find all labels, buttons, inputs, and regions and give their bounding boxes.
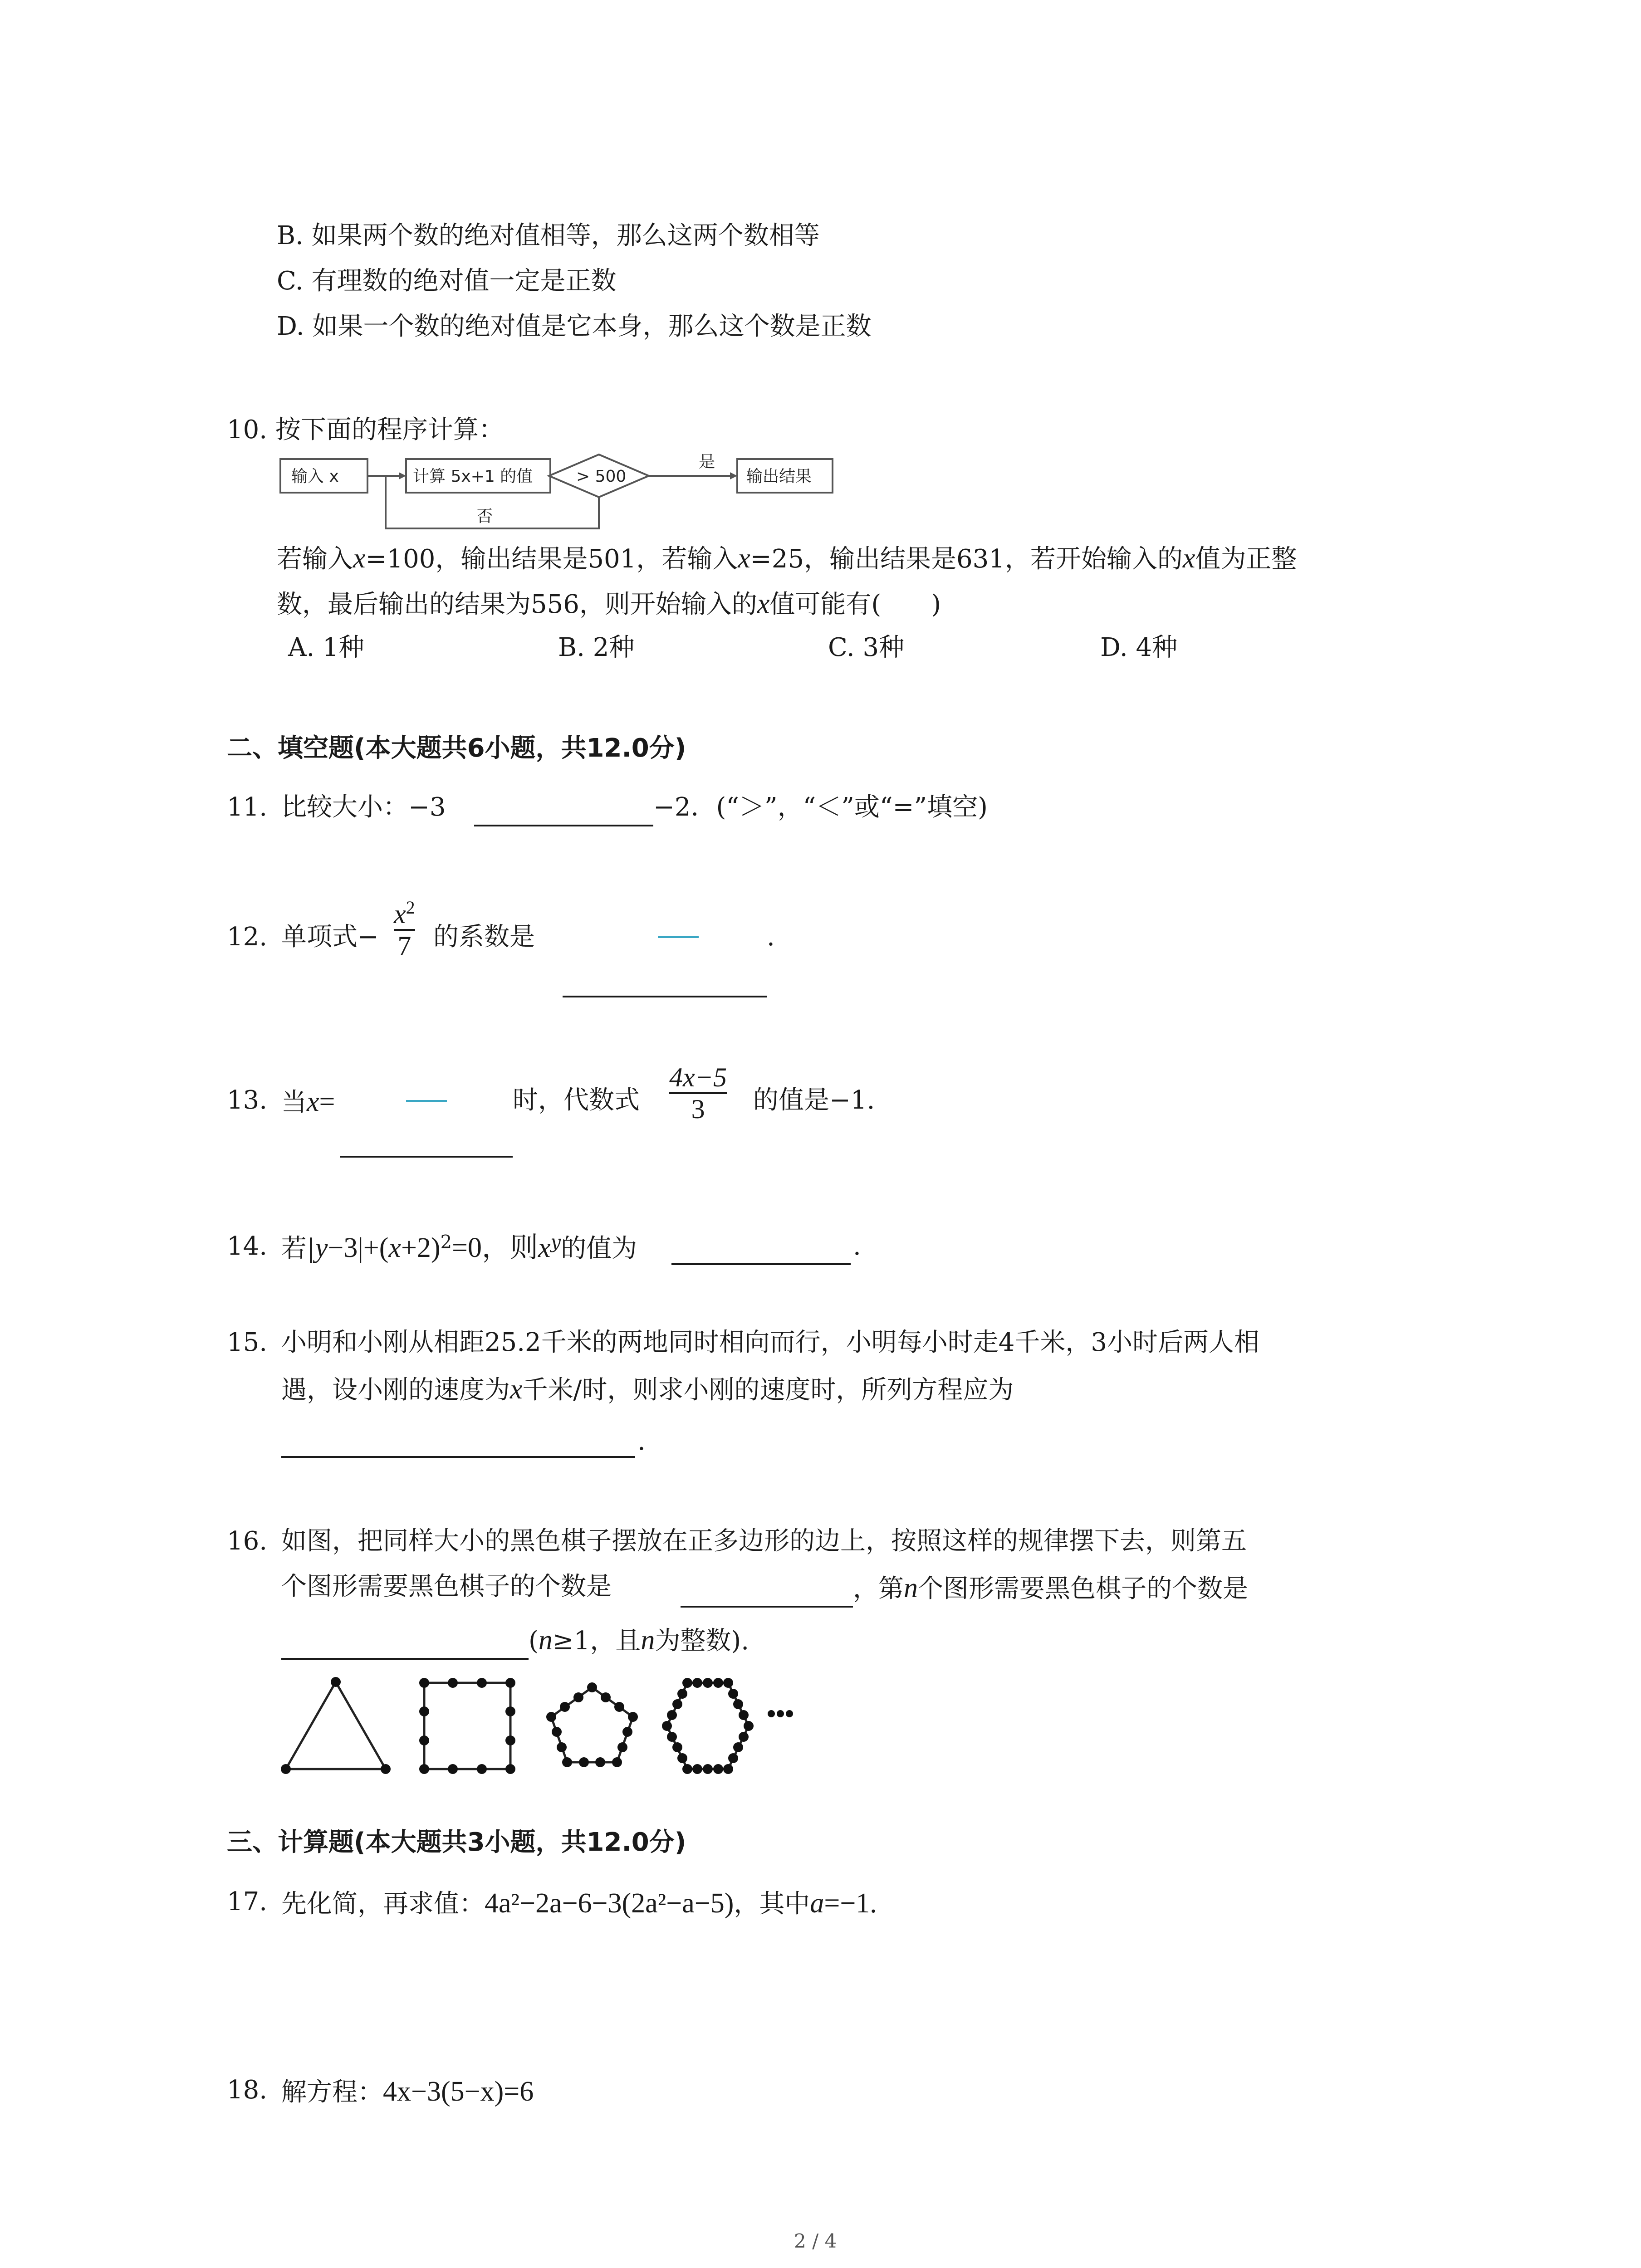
q17-text: 先化简，再求值：4a²−2a−6−3(2a²−a−5)，其中a=−1. xyxy=(281,1888,877,1919)
q10-stem: 10. 按下面的程序计算： xyxy=(227,415,504,445)
q17-expression: 4a²−2a−6−3(2a²−a−5) xyxy=(485,1888,734,1919)
q12-number: 12. xyxy=(227,922,268,952)
q10-option-d: D. 4种 xyxy=(1100,633,1178,662)
q10-option-a: A. 1种 xyxy=(288,633,364,662)
q13-fraction: 4x−5 3 xyxy=(669,1062,727,1124)
q9-option-c: C. 有理数的绝对值一定是正数 xyxy=(277,266,617,296)
q13-text-a: 当x= xyxy=(281,1086,335,1117)
q18-number: 18. xyxy=(227,2075,268,2105)
q10-condition-line1: 若输入x=100，输出结果是501，若输入x=25，输出结果是631，若开始输入的x值为正整 xyxy=(277,543,1297,574)
section-2-title: 二、填空题(本大题共6小题，共12.0分) xyxy=(227,733,686,763)
q16-answer-blank-2[interactable] xyxy=(281,1658,529,1660)
q9-option-d: D. 如果一个数的绝对值是它本身，那么这个数是正数 xyxy=(277,312,872,341)
q12-cyan-dash xyxy=(658,936,699,938)
q9-option-b: B. 如果两个数的绝对值相等，那么这两个数相等 xyxy=(277,221,820,250)
figure-square xyxy=(424,1683,510,1769)
q10-condition-line2: 数，最后输出的结果为556，则开始输入的x值可能有( ) xyxy=(277,588,941,619)
q13-text-d: 的值是−1. xyxy=(753,1085,875,1115)
q12-fraction: $x^2$ 7 xyxy=(394,897,415,961)
q16-line3: (n≥1，且n为整数). xyxy=(529,1625,749,1656)
ellipsis-dots xyxy=(768,1710,793,1717)
q13-number: 13. xyxy=(227,1085,268,1115)
q18-expression: 4x−3(5−x)=6 xyxy=(383,2076,534,2107)
q10-flowchart xyxy=(272,449,844,540)
q11-number: 11. xyxy=(227,792,268,822)
q16-polygon-figures xyxy=(272,1674,839,1783)
q13-answer-blank[interactable] xyxy=(340,1156,513,1158)
flow-output-label: 输出结果 xyxy=(746,467,812,486)
q10-option-c: C. 3种 xyxy=(828,633,905,662)
q16-line1: 如图，把同样大小的黑色棋子摆放在正多边形的边上，按照这样的规律摆下去，则第五 xyxy=(281,1526,1247,1556)
q15-period: . xyxy=(637,1427,646,1456)
q13-cyan-dash xyxy=(406,1100,447,1102)
q18-text: 解方程：4x−3(5−x)=6 xyxy=(281,2076,534,2107)
q14-answer-blank[interactable] xyxy=(671,1263,851,1265)
q11-answer-blank[interactable] xyxy=(474,825,653,826)
q12-text-b: 的系数是 xyxy=(433,922,535,952)
q15-line2: 遇，设小刚的速度为x千米/时，则求小刚的速度时，所列方程应为 xyxy=(281,1374,1014,1405)
flow-condition-label: > 500 xyxy=(576,467,627,486)
q17-number: 17. xyxy=(227,1887,268,1916)
q15-answer-blank[interactable] xyxy=(281,1456,635,1458)
q16-line2a: 个图形需要黑色棋子的个数是 xyxy=(281,1572,612,1601)
flow-compute-label: 计算 5x+1 的值 xyxy=(413,467,533,486)
q10-option-b: B. 2种 xyxy=(558,633,635,662)
figure-triangle xyxy=(286,1682,386,1769)
q12-period: . xyxy=(767,922,775,952)
flow-yes-label: 是 xyxy=(699,453,715,471)
q11-text-a: 比较大小：−3 xyxy=(281,792,446,822)
flow-input-label: 输入 x xyxy=(291,467,339,486)
q15-line1: 小明和小刚从相距25.2千米的两地同时相向而行，小明每小时走4千米，3小时后两人相 xyxy=(281,1328,1259,1357)
page-number: 2 / 4 xyxy=(794,2230,837,2252)
q15-number: 15. xyxy=(227,1328,268,1357)
q14-number: 14. xyxy=(227,1232,268,1261)
q11-text-b: −2．(“＞”，“＜”或“=”填空) xyxy=(653,792,988,822)
q12-text-a: 单项式− xyxy=(281,922,379,952)
q13-text-c: 时，代数式 xyxy=(513,1085,640,1115)
q12-answer-blank[interactable] xyxy=(563,996,767,997)
q14-text: 若$|y-3|+(x+2)^2=0$，则$x^y$的值为 xyxy=(281,1232,637,1263)
q16-number: 16. xyxy=(227,1526,268,1556)
flow-no-label: 否 xyxy=(476,507,493,526)
section-3-title: 三、计算题(本大题共3小题，共12.0分) xyxy=(227,1828,686,1857)
q14-period: . xyxy=(853,1232,861,1261)
q16-answer-blank-1[interactable] xyxy=(681,1606,853,1608)
q16-line2b: ，第n个图形需要黑色棋子的个数是 xyxy=(853,1573,1248,1603)
